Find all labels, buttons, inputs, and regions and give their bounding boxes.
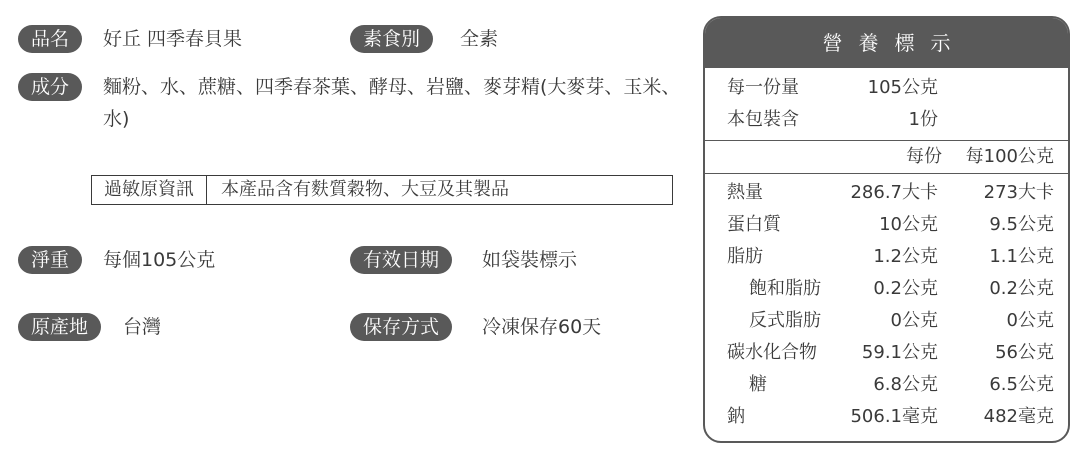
nutrient-per-100g: 56公克: [995, 342, 1054, 363]
nutrient-name: 熱量: [727, 182, 763, 203]
expiry-label: 有效日期: [350, 246, 452, 274]
nutrient-per-100g: 0.2公克: [989, 278, 1054, 299]
origin-value: 台灣: [123, 316, 162, 338]
column-header: [705, 140, 1068, 173]
nutrient-per-serving: 1.2公克: [873, 246, 938, 267]
serving-size-label: 每一份量: [727, 77, 799, 98]
nutrient-row: [705, 177, 1068, 209]
nutrient-per-100g: 1.1公克: [989, 246, 1054, 267]
servings-value: 1份: [908, 109, 938, 130]
servings-label: 本包裝含: [727, 109, 799, 130]
serving-info: [705, 68, 1068, 136]
serving-size-row: [705, 72, 1068, 104]
nutrient-per-100g: 482毫克: [983, 406, 1054, 427]
nutrient-name: 反式脂肪: [749, 310, 821, 331]
nutrient-per-serving: 6.8公克: [873, 374, 938, 395]
nutrient-row: [705, 209, 1068, 241]
nutrient-row: [705, 273, 1068, 305]
nutrient-rows: [705, 173, 1068, 433]
nutrient-row: [705, 369, 1068, 401]
allergen-box: [91, 175, 673, 205]
nutrition-title: 營養標示: [705, 18, 1068, 68]
name-value: 好丘 四季春貝果: [103, 28, 243, 50]
origin-label: 原產地: [18, 313, 101, 341]
col-per-100g: 每100公克: [965, 146, 1054, 167]
veg-value: 全素: [460, 28, 499, 50]
col-per-serving: 每份: [906, 146, 942, 167]
servings-row: [705, 104, 1068, 136]
ingredients-label: 成分: [18, 73, 82, 101]
nutrient-name: 碳水化合物: [727, 342, 817, 363]
weight-label: 淨重: [18, 246, 82, 274]
nutrition-panel: [703, 16, 1070, 443]
nutrient-row: [705, 305, 1068, 337]
nutrient-per-serving: 0公克: [890, 310, 938, 331]
serving-size-value: 105公克: [867, 77, 938, 98]
allergen-label: 過敏原資訊: [92, 176, 207, 204]
nutrient-row: [705, 401, 1068, 433]
allergen-value: 本產品含有麩質穀物、大豆及其製品: [221, 179, 509, 200]
nutrient-name: 飽和脂肪: [749, 278, 821, 299]
nutrient-per-100g: 273大卡: [983, 182, 1054, 203]
weight-value: 每個105公克: [103, 249, 216, 271]
nutrient-name: 糖: [749, 374, 767, 395]
nutrient-per-100g: 6.5公克: [989, 374, 1054, 395]
nutrient-per-serving: 286.7大卡: [850, 182, 938, 203]
nutrient-per-100g: 0公克: [1006, 310, 1054, 331]
storage-label: 保存方式: [350, 313, 452, 341]
nutrient-name: 鈉: [727, 406, 745, 427]
nutrient-per-serving: 506.1毫克: [850, 406, 938, 427]
nutrient-row: [705, 241, 1068, 273]
ingredients-value: 麵粉、水、蔗糖、四季春茶葉、酵母、岩鹽、麥芽精(大麥芽、玉米、水): [103, 76, 681, 130]
nutrient-per-serving: 59.1公克: [861, 342, 938, 363]
nutrient-per-100g: 9.5公克: [989, 214, 1054, 235]
name-label: 品名: [18, 25, 82, 53]
storage-value: 冷凍保存60天: [482, 316, 602, 338]
nutrient-name: 蛋白質: [727, 214, 781, 235]
nutrient-per-serving: 10公克: [879, 214, 938, 235]
nutrient-per-serving: 0.2公克: [873, 278, 938, 299]
expiry-value: 如袋裝標示: [482, 249, 578, 271]
nutrient-row: [705, 337, 1068, 369]
veg-label: 素食別: [350, 25, 433, 53]
nutrient-name: 脂肪: [727, 246, 763, 267]
